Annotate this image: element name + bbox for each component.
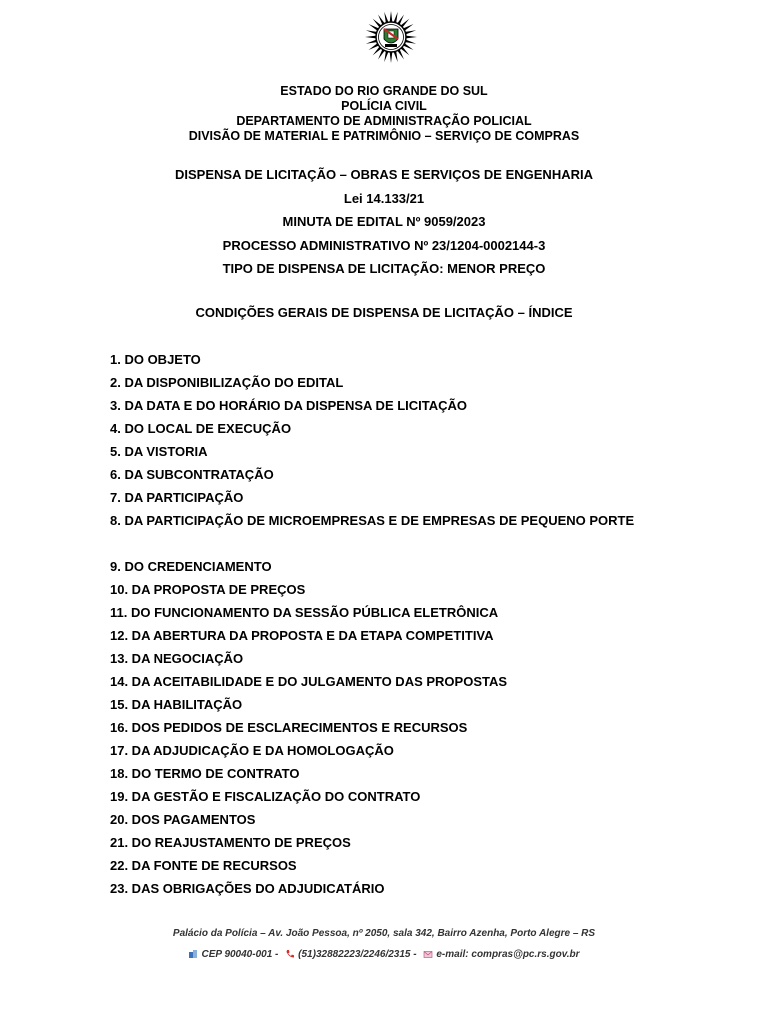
process-number: PROCESSO ADMINISTRATIVO Nº 23/1204-0002144-3: [222, 237, 546, 253]
seal-ray: [405, 40, 416, 44]
org-department: DEPARTAMENTO DE ADMINISTRAÇÃO POLICIAL: [236, 114, 532, 128]
org-division: DIVISÃO DE MATERIAL E PATRIMÔNIO – SERVIÇO DE COMPRAS: [188, 129, 580, 143]
toc-item: 8. DA PARTICIPAÇÃO DE MICROEMPRESAS E DE EMPRESAS DE PEQUENO PORTE: [110, 513, 635, 528]
footer-phone: (51)32882223/2246/2315 -: [298, 949, 417, 960]
toc-item: 16. DOS PEDIDOS DE ESCLARECIMENTOS E RECURSOS: [110, 720, 468, 735]
seal-ray: [394, 51, 398, 62]
toc-item: 18. DO TERMO DE CONTRATO: [110, 766, 300, 781]
mail-icon: [423, 949, 433, 959]
toc-item: 21. DO REAJUSTAMENTO DE PREÇOS: [110, 835, 351, 850]
seal-ray: [390, 52, 393, 63]
toc-item: 10. DA PROPOSTA DE PREÇOS: [110, 582, 306, 597]
seal-ray: [394, 12, 398, 23]
location-icon: [188, 949, 198, 959]
toc-item: 19. DA GESTÃO E FISCALIZAÇÃO DO CONTRATO: [110, 789, 421, 804]
seal-ray: [384, 12, 388, 23]
phone-icon: [285, 949, 295, 959]
law-reference: Lei 14.133/21: [343, 190, 425, 206]
seal-ray: [366, 30, 377, 34]
seal-ray: [384, 51, 388, 62]
index-heading: CONDIÇÕES GERAIS DE DISPENSA DE LICITAÇÃO – ÍNDICE: [195, 305, 573, 320]
toc-item: 7. DA PARTICIPAÇÃO: [110, 490, 244, 505]
edital-number: MINUTA DE EDITAL Nº 9059/2023: [282, 214, 486, 229]
document-title: DISPENSA DE LICITAÇÃO – OBRAS E SERVIÇOS DE ENGENHARIA: [175, 167, 593, 182]
coat-of-arms-seal: [364, 10, 418, 64]
footer-contacts: [0, 949, 768, 960]
toc-item: 13. DA NEGOCIAÇÃO: [110, 651, 244, 666]
toc-item: 12. DA ABERTURA DA PROPOSTA E DA ETAPA COMPETITIVA: [110, 628, 494, 643]
toc-item: 15. DA HABILITAÇÃO: [110, 697, 243, 712]
toc-item: 11. DO FUNCIONAMENTO DA SESSÃO PÚBLICA ELETRÔNICA: [110, 605, 499, 620]
footer-email[interactable]: e-mail: compras@pc.rs.gov.br: [436, 949, 580, 960]
toc-item: 9. DO CREDENCIAMENTO: [110, 559, 272, 574]
toc-item: 23. DAS OBRIGAÇÕES DO ADJUDICATÁRIO: [110, 881, 385, 896]
org-header: [0, 84, 768, 144]
table-of-contents: [110, 348, 658, 900]
toc-item: 14. DA ACEITABILIDADE E DO JULGAMENTO DAS PROPOSTAS: [110, 674, 508, 689]
footer-cep: CEP 90040-001 -: [201, 949, 279, 960]
toc-item: 5. DA VISTORIA: [110, 444, 208, 459]
org-state: ESTADO DO RIO GRANDE DO SUL: [280, 84, 488, 98]
toc-item: 2. DA DISPONIBILIZAÇÃO DO EDITAL: [110, 375, 344, 390]
toc-item: 22. DA FONTE DE RECURSOS: [110, 858, 297, 873]
toc-item: 4. DO LOCAL DE EXECUÇÃO: [110, 421, 292, 436]
toc-item: 1. DO OBJETO: [110, 352, 201, 367]
toc-item: 17. DA ADJUDICAÇÃO E DA HOMOLOGAÇÃO: [110, 743, 394, 758]
toc-item: 6. DA SUBCONTRATAÇÃO: [110, 467, 274, 482]
dispensa-type: TIPO DE DISPENSA DE LICITAÇÃO: MENOR PREÇO: [222, 261, 546, 276]
seal-ray: [365, 36, 376, 39]
footer-address: Palácio da Polícia – Av. João Pessoa, nº 2050, sala 342, Bairro Azenha, Porto Alegre – RS: [172, 928, 596, 939]
document-titles: [0, 163, 768, 281]
seal-ray: [405, 30, 416, 34]
org-police: POLÍCIA CIVIL: [341, 99, 427, 113]
seal-ray: [406, 36, 417, 39]
toc-item: 3. DA DATA E DO HORÁRIO DA DISPENSA DE LICITAÇÃO: [110, 398, 468, 413]
toc-item: 20. DOS PAGAMENTOS: [110, 812, 256, 827]
seal-ray: [366, 40, 377, 44]
seal-ray: [390, 11, 393, 22]
